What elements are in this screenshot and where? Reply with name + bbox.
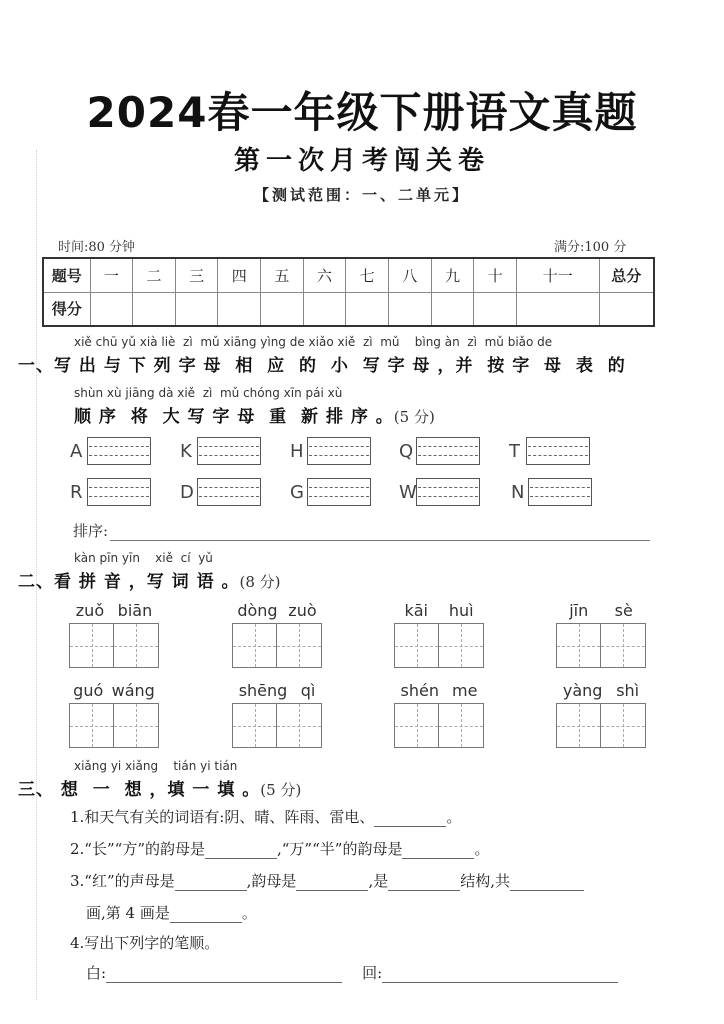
uppercase-letter: R [70,481,83,503]
column-header: 一 [90,258,133,292]
score-cell[interactable] [516,292,599,326]
letter-item-h [290,437,371,465]
letter-item-n [511,478,592,506]
pinyin-syllable: zuò [288,601,317,620]
word-item [69,601,159,668]
question-2-end: 。 [474,840,490,858]
tianzi-grid [556,623,646,668]
row-label-score: 得分 [43,292,90,326]
stroke-order-blank[interactable] [106,965,342,983]
answer-blank[interactable] [510,873,584,891]
pinyin-syllable: huì [448,601,474,620]
section-1-points: (5 分) [393,408,435,426]
column-header: 十一 [516,258,599,292]
pinyin-syllable: shì [616,681,640,700]
tianzi-grid [69,703,159,748]
score-cell[interactable] [431,292,474,326]
section-2-heading-wrap [18,567,281,592]
tianzi-cell[interactable] [601,623,646,668]
pinyin-syllable: kāi [404,601,428,620]
question-3-text-1: 3.“红”的声母是 [70,872,175,890]
word-pinyin [394,601,484,623]
pinyin-syllable: qì [300,681,316,700]
letter-item-g [290,478,371,506]
four-line-answer-box[interactable] [416,478,480,506]
tianzi-cell[interactable] [114,623,159,668]
uppercase-letter: W [399,481,417,503]
word-item [394,601,484,668]
tianzi-cell[interactable] [232,623,277,668]
pinyin-syllable: shēng [238,681,288,700]
section-3-heading-wrap [18,775,301,800]
pinyin-syllable: yàng [562,681,603,700]
word-item [69,681,159,748]
pinyin-syllable: shén [400,681,439,700]
page-title: 2024春一年级下册语文真题 [86,88,638,137]
tianzi-cell[interactable] [439,623,484,668]
letter-item-r [70,478,151,506]
order-answer-row [73,520,650,541]
letter-item-w [399,478,480,506]
section-2-header [18,551,281,592]
section-1-heading-line-2-wrap [18,402,626,427]
score-cell[interactable] [261,292,304,326]
order-answer-blank[interactable] [110,523,650,541]
word-item [556,681,646,748]
letter-item-d [180,478,261,506]
section-3-header [18,759,301,800]
pinyin-syllable: jīn [569,601,589,620]
pinyin-syllable: biān [117,601,153,620]
column-header: 二 [133,258,176,292]
score-cell[interactable] [90,292,133,326]
word-item [232,681,322,748]
tianzi-cell[interactable] [232,703,277,748]
time-limit: 时间:80 分钟 [58,240,136,255]
question-2-text-2: ,“万”“半”的韵母是 [277,840,403,858]
tianzi-cell[interactable] [277,703,322,748]
uppercase-letter: H [290,440,304,462]
tianzi-cell[interactable] [394,623,439,668]
column-header: 四 [218,258,261,292]
stroke-order-char-hui: 回: [362,964,383,982]
word-pinyin [556,681,646,703]
tianzi-grid [556,703,646,748]
four-line-answer-box[interactable] [197,478,261,506]
word-pinyin [232,681,322,703]
column-header: 九 [431,258,474,292]
pinyin-syllable: sè [614,601,633,620]
score-cell[interactable] [175,292,218,326]
letter-item-t [509,437,590,465]
tianzi-cell[interactable] [439,703,484,748]
tianzi-cell[interactable] [556,703,601,748]
section-1-header [18,335,626,427]
pinyin-syllable: wáng [111,681,155,700]
four-line-answer-box[interactable] [87,437,151,465]
word-pinyin [69,601,159,623]
uppercase-letter: D [180,481,194,503]
stroke-order-blank[interactable] [382,965,618,983]
order-label: 排序: [73,522,109,540]
question-4 [70,932,219,953]
pinyin-syllable: guó [73,681,104,700]
four-line-answer-box[interactable] [307,437,371,465]
four-line-answer-box[interactable] [87,478,151,506]
tianzi-cell[interactable] [114,703,159,748]
four-line-answer-box[interactable] [416,437,480,465]
pinyin-syllable: zuǒ [75,601,105,620]
tianzi-cell[interactable] [394,703,439,748]
answer-blank[interactable] [205,841,277,859]
column-header: 八 [388,258,431,292]
four-line-answer-box[interactable] [197,437,261,465]
letter-item-a [70,437,151,465]
word-pinyin [556,601,646,623]
uppercase-letter: A [70,440,83,462]
tianzi-grid [394,703,484,748]
tianzi-cell[interactable] [69,703,114,748]
section-2-heading: 二、看 拼 音 ，写 词 语 。 [18,572,240,592]
uppercase-letter: T [509,440,520,462]
word-item [232,601,322,668]
score-cell[interactable] [346,292,389,326]
pinyin-syllable: dòng [237,601,278,620]
answer-blank[interactable] [175,873,247,891]
answer-blank[interactable] [170,905,242,923]
word-pinyin [394,681,484,703]
question-3-text-3: ,是 [368,872,389,890]
tianzi-cell[interactable] [601,703,646,748]
question-1-end: 。 [446,808,462,826]
column-header-total: 总分 [599,258,654,292]
question-2-text-1: 2.“长”“方”的韵母是 [70,840,205,858]
column-header: 七 [346,258,389,292]
section-3-points: (5 分) [260,781,302,799]
uppercase-letter: G [290,481,304,503]
four-line-answer-box[interactable] [307,478,371,506]
stroke-order-char-bai: 白: [86,964,107,982]
word-item [556,601,646,668]
answer-blank[interactable] [402,841,474,859]
question-3-text-2: ,韵母是 [246,872,297,890]
column-header: 五 [261,258,304,292]
question-1 [70,806,461,827]
full-score: 满分:100 分 [554,240,627,255]
score-cell[interactable] [133,292,176,326]
section-1-heading-line-1: 一、写 出 与 下 列 字 母 相 应 的 小 写 字 母 ，并 按 字 母 表 的 [18,356,626,376]
question-3 [70,870,584,891]
pinyin-syllable: me [452,681,478,700]
section-3-pinyin: xiǎng yi xiǎng tián yi tián [74,759,238,773]
section-2-points: (8 分) [239,573,281,591]
test-scope: 【测试范围：一、二单元】 [253,186,470,204]
question-4-answers [86,962,618,983]
column-header: 六 [303,258,346,292]
tianzi-grid [232,623,322,668]
question-3-end: 。 [241,904,257,922]
uppercase-letter: N [511,481,525,503]
letter-item-q [399,437,480,465]
tianzi-cell[interactable] [69,623,114,668]
four-line-answer-box[interactable] [526,437,590,465]
section-1-pinyin-line-1: xiě chū yǔ xià liè zì mǔ xiāng yìng de xiǎo xiě zì mǔ bìng àn zì mǔ biǎo de [74,335,553,349]
score-cell[interactable] [388,292,431,326]
tianzi-cell[interactable] [556,623,601,668]
question-3-text-5: 画,第 4 画是 [86,904,170,922]
question-1-text: 1.和天气有关的词语有:阴、晴、阵雨、雷电、 [70,808,375,826]
answer-blank[interactable] [296,873,368,891]
tianzi-cell[interactable] [277,623,322,668]
score-cell[interactable] [218,292,261,326]
row-label-question-number: 题号 [43,258,90,292]
question-3-line-2 [86,902,257,923]
score-cell[interactable] [303,292,346,326]
uppercase-letter: K [180,440,192,462]
column-header: 三 [175,258,218,292]
score-table [42,257,655,327]
tianzi-grid [394,623,484,668]
letter-item-k [180,437,261,465]
tianzi-grid [69,623,159,668]
section-1-heading-line-2: 顺 序 将 大 写 字 母 重 新 排 序 。 [74,407,394,427]
four-line-answer-box[interactable] [528,478,592,506]
tianzi-grid [232,703,322,748]
question-2 [70,838,489,859]
page-subtitle: 第一次月考闯关卷 [233,146,490,176]
question-3-text-4: 结构,共 [460,872,510,890]
column-header: 十 [474,258,517,292]
score-table-header-row [43,258,654,292]
word-item [394,681,484,748]
section-1-pinyin-line-2: shùn xù jiāng dà xiě zì mǔ chóng xīn pái xù [74,386,343,400]
score-cell-total[interactable] [599,292,654,326]
answer-blank[interactable] [388,873,460,891]
score-cell[interactable] [474,292,517,326]
score-table-score-row [43,292,654,326]
section-2-pinyin: kàn pīn yīn xiě cí yǔ [74,551,213,565]
question-4-text: 4.写出下列字的笔顺。 [70,934,220,952]
uppercase-letter: Q [399,440,414,462]
word-pinyin [232,601,322,623]
section-3-heading: 三、 想 一 想 ，填 一 填 。 [18,780,261,800]
word-pinyin [69,681,159,703]
answer-blank[interactable] [374,809,446,827]
